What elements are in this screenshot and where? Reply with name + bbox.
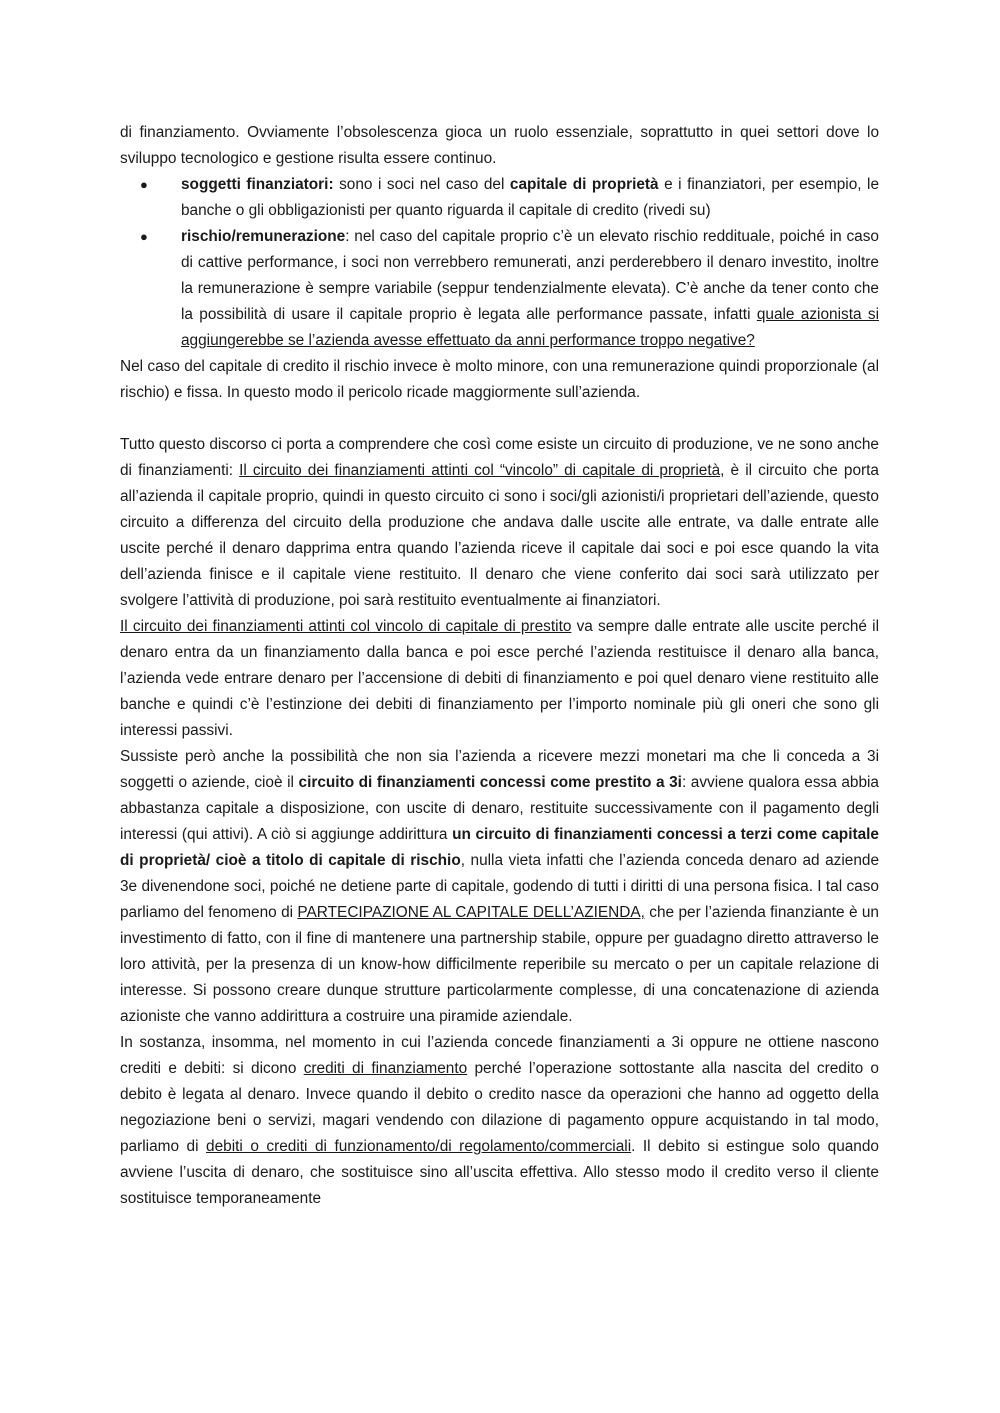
paragraph-circuito-prestito: Il circuito dei finanziamenti attinti col vincolo di capitale di prestito va sempre dalle entrate alle uscite perché il denaro entra da un finanziamento dalla banca e poi esce perché l’azienda restituisce il denaro alla banca, l’azienda vede entrare denaro per l’accensione di debiti di finanziamento e poi quel denaro viene restituito alle banche e quindi c’è l’estinzione dei debiti di finanziamento per l’importo nominale più gli oneri che sono gli interessi passivi. xyxy=(120,618,879,739)
underlined-question: quale azionista si aggiungerebbe se l’azienda avesse effettuato da anni performance troppo negative? xyxy=(181,306,879,349)
underlined-circuito-proprieta: Il circuito dei finanziamenti attinti col “vincolo” di capitale di proprietà xyxy=(239,462,721,479)
document-page xyxy=(120,120,879,1212)
bold-circuito-concessi-prestito: circuito di finanziamenti concessi come prestito a 3i xyxy=(298,774,682,791)
paragraph-intro: di finanziamento. Ovviamente l’obsolescenza gioca un ruolo essenziale, soprattutto in quei settori dove lo sviluppo tecnologico e gestione risulta essere continuo. xyxy=(120,124,879,167)
underlined-debiti-funzionamento: debiti o crediti di funzionamento/di regolamento/commerciali xyxy=(206,1138,632,1155)
paragraph-crediti-debiti: In sostanza, insomma, nel momento in cui l’azienda concede finanziamenti a 3i oppure ne ottiene nascono crediti e debiti: si dicono crediti di finanziamento perché l’operazione sottostante alla nascita del credito o debito è legata al denaro. Invece quando il debito o credito nasce da operazioni che hanno ad oggetto della negoziazione beni o servizi, magari vendendo con dilazione di pagamento oppure acquistando in tal modo, parliamo di debiti o crediti di funzionamento/di regolamento/commerciali. Il debito si estingue solo quando avviene l’uscita di denaro, che sostituisce sino all’uscita effettiva. Allo stesso modo il credito verso il cliente sostituisce temporaneamente xyxy=(120,1034,879,1207)
term-rischio-remunerazione: rischio/remunerazione xyxy=(181,228,346,245)
bullet-icon: ● xyxy=(140,177,148,192)
paragraph-finanziamenti-concessi: Sussiste però anche la possibilità che non sia l’azienda a ricevere mezzi monetari ma che li conceda a 3i soggetti o aziende, cioè il circuito di finanziamenti concessi come prestito a 3i: avviene qualora essa abbia abbastanza capitale a disposizione, con uscite di denaro, restituite successivamente con il pagamento degli interessi (qui attivi). A ciò si aggiunge addirittura un circuito di finanziamenti concessi a terzi come capitale di proprietà/ cioè a titolo di capitale di rischio, nulla vieta infatti che l’azienda conceda denaro ad aziende 3e divenendone soci, poiché ne detiene parte di capitale, godendo di tutti i diritti di una persona fisica. I tal caso parliamo del fenomeno di PARTECIPAZIONE AL CAPITALE DELL’AZIENDA, che per l’azienda finanziante è un investimento di fatto, con il fine di mantenere una partnership stabile, oppure per guadagno diretto attraverso le loro attività, per la presenza di un know-how difficilmente reperibile su mercato o per un capitale relazione di interesse. Si possono creare dunque strutture particolarmente complesse, di una concatenazione di azienda azioniste che vanno addirittura a costruire una piramide aziendale. xyxy=(120,748,880,1025)
bullet-icon: ● xyxy=(140,229,148,244)
bullet-list xyxy=(120,172,879,354)
underlined-crediti-finanziamento: crediti di finanziamento xyxy=(303,1060,468,1077)
list-item: ● soggetti finanziatori: sono i soci nel caso del capitale di proprietà e i finanziatori, per esempio, le banche o gli obbligazionisti per quanto riguarda il capitale di credito (rivedi su) xyxy=(120,172,879,224)
underlined-circuito-prestito: Il circuito dei finanziamenti attinti col vincolo di capitale di prestito xyxy=(120,618,572,635)
term-capitale-di-proprieta: capitale di proprietà xyxy=(509,176,659,193)
paragraph-circuito-proprieta: Tutto questo discorso ci porta a comprendere che così come esiste un circuito di produzione, ve ne sono anche di finanziamenti: Il circuito dei finanziamenti attinti col “vincolo” di capitale di proprietà, è il circuito che porta all’azienda il capitale proprio, quindi in questo circuito ci sono i soci/gli azionisti/i proprietari dell’aziende, questo circuito a differenza del circuito della produzione che andava dalle uscite alle entrate, va dalle entrate alle uscite perché il denaro dapprima entra quando l’azienda riceve il capitale dai soci e poi esce quando la vita dell’azienda finisce e il capitale viene restituito. Il denaro che viene conferito dai soci sarà utilizzato per svolgere l’attività di produzione, poi sarà restituito eventualmente ai finanziatori. xyxy=(120,436,879,609)
paragraph-capitale-credito: Nel caso del capitale di credito il rischio invece è molto minore, con una remunerazione quindi proporzionale (al rischio) e fissa. In questo modo il pericolo ricade maggiormente sull’azienda. xyxy=(120,358,879,401)
term-soggetti-finanziatori: soggetti finanziatori: xyxy=(181,176,334,193)
bold-circuito-concessi-proprieta: un circuito di finanziamenti concessi a terzi come capitale di proprietà/ cioè a titolo di capitale di rischio xyxy=(120,826,879,869)
list-item: ● rischio/remunerazione: nel caso del capitale proprio c’è un elevato rischio reddituale, poiché in caso di cattive performance, i soci non verrebbero remunerati, anzi perderebbero il denaro investito, inoltre la remunerazione è sempre variabile (seppur tendenzialmente elevata). C’è anche da tener conto che la possibilità di usare il capitale proprio è legata alle performance passate, infatti quale azionista si aggiungerebbe se l’azienda avesse effettuato da anni performance troppo negative? xyxy=(120,224,879,354)
blank-line xyxy=(120,406,879,432)
underlined-partecipazione: PARTECIPAZIONE AL CAPITALE DELL’AZIENDA, xyxy=(297,904,645,921)
